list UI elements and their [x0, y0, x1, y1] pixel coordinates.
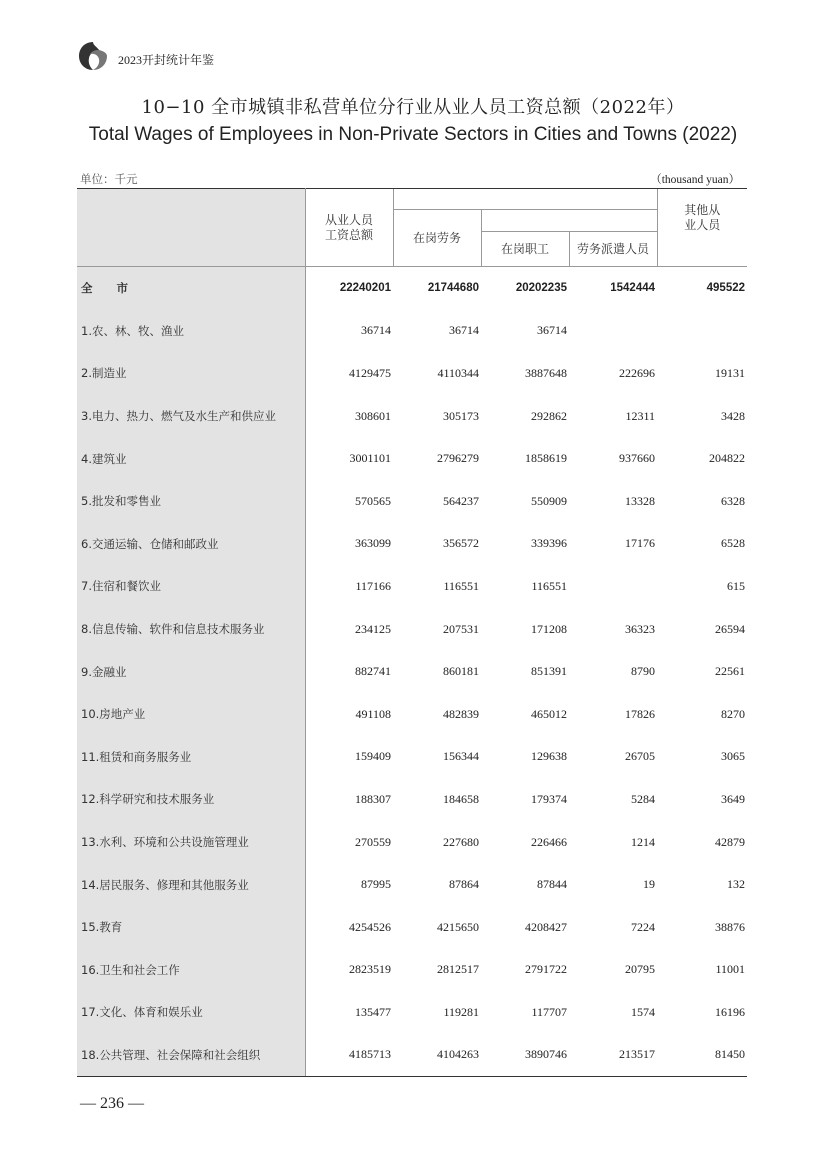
cell-staff: 116551: [531, 578, 567, 593]
cell-staff: 129638: [531, 749, 567, 764]
row-label: 9.金融业: [77, 650, 305, 693]
cell-other: 6328: [721, 493, 746, 508]
cell-on_post: 21744680: [427, 282, 479, 295]
cell-dispatched: 20795: [625, 962, 656, 977]
row-label: 全 市: [77, 267, 305, 310]
header-total-wages: 从业人员 工资总额: [305, 189, 393, 267]
cell-total: 234125: [355, 621, 391, 636]
table-row: [77, 480, 747, 523]
table-row: [77, 395, 747, 438]
table-row: [77, 437, 747, 480]
row-label: 5.批发和零售业: [77, 480, 305, 523]
cell-on_post: 4110344: [437, 365, 479, 380]
cell-total: 135477: [355, 1004, 391, 1019]
cell-other: 204822: [709, 451, 746, 466]
cell-other: 3428: [721, 408, 746, 423]
cell-dispatched: 12311: [625, 408, 656, 423]
cell-on_post: 860181: [443, 664, 479, 679]
cell-dispatched: 26705: [625, 749, 656, 764]
cell-staff: 179374: [531, 791, 567, 806]
cell-on_post: 184658: [443, 791, 479, 806]
table-row: [77, 310, 747, 353]
cell-staff: 36714: [537, 323, 567, 338]
cell-staff: 465012: [531, 706, 567, 721]
wage-table: [77, 188, 747, 1077]
row-label: 14.居民服务、修理和其他服务业: [77, 863, 305, 906]
cell-on_post: 356572: [443, 536, 479, 551]
unit-label-cn: 单位：千元: [80, 172, 138, 186]
cell-on_post: 156344: [443, 749, 479, 764]
cell-dispatched: 1574: [631, 1004, 656, 1019]
header-blank: [77, 189, 305, 267]
cell-total: 2823519: [349, 962, 391, 977]
cell-on_post: 2812517: [437, 962, 479, 977]
cell-other: 11001: [715, 962, 746, 977]
row-label: 4.建筑业: [77, 437, 305, 480]
cell-other: 19131: [715, 365, 746, 380]
cell-other: 38876: [715, 919, 746, 934]
cell-staff: 226466: [531, 834, 567, 849]
cell-total: 188307: [355, 791, 391, 806]
table-row: [77, 821, 747, 864]
cell-total: 270559: [355, 834, 391, 849]
page-number: — 236 —: [80, 1095, 144, 1112]
table-row: [77, 608, 747, 651]
cell-total: 36714: [361, 323, 391, 338]
row-label: 15.教育: [77, 906, 305, 949]
cell-on_post: 482839: [443, 706, 479, 721]
cell-staff: 339396: [531, 536, 567, 551]
cell-staff: 20202235: [515, 282, 567, 295]
row-label: 12.科学研究和技术服务业: [77, 778, 305, 821]
row-label: 10.房地产业: [77, 693, 305, 736]
cell-dispatched: 222696: [619, 365, 656, 380]
row-label: 1.农、林、牧、渔业: [77, 310, 305, 353]
row-label: 6.交通运输、仓储和邮政业: [77, 523, 305, 566]
cell-on_post: 4215650: [437, 919, 479, 934]
row-label: 16.卫生和社会工作: [77, 949, 305, 992]
cell-other: 132: [727, 877, 746, 892]
unit-label-en: （thousand yuan）: [650, 174, 740, 186]
cell-other: 3065: [721, 749, 746, 764]
header-dispatched: 劳务派遣人员: [569, 232, 657, 267]
row-label: 11.租赁和商务服务业: [77, 736, 305, 779]
row-label: 8.信息传输、软件和信息技术服务业: [77, 608, 305, 651]
cell-staff: 2791722: [525, 962, 567, 977]
cell-on_post: 564237: [443, 493, 479, 508]
table-row: [77, 906, 747, 949]
cell-dispatched: 36323: [625, 621, 656, 636]
cell-other: 8270: [721, 706, 746, 721]
table-row-total: [77, 267, 747, 310]
cell-staff: 851391: [531, 664, 567, 679]
cell-other: 16196: [715, 1004, 746, 1019]
cell-on_post: 2796279: [437, 451, 479, 466]
table-row: [77, 991, 747, 1034]
table-row: [77, 778, 747, 821]
cell-other: 42879: [715, 834, 746, 849]
table-row: [77, 650, 747, 693]
table-row: [77, 693, 747, 736]
cell-total: 491108: [355, 706, 391, 721]
page-header: [76, 38, 214, 74]
cell-other: 22561: [715, 664, 746, 679]
cell-total: 159409: [355, 749, 391, 764]
row-label: 3.电力、热力、燃气及水生产和供应业: [77, 395, 305, 438]
cell-dispatched: 5284: [631, 791, 656, 806]
cell-dispatched: 19: [643, 877, 656, 892]
table-row: [77, 523, 747, 566]
cell-other: [657, 310, 747, 353]
cell-staff: 3890746: [481, 1034, 569, 1077]
table-title-en: Total Wages of Employees in Non-Private Sectors in Cities and Towns (2022): [88, 124, 738, 145]
cell-dispatched: 7224: [631, 919, 656, 934]
table-header: [77, 189, 747, 267]
header-on-post-staff: 在岗职工: [481, 232, 569, 267]
cell-on_post: 4104263: [393, 1034, 481, 1077]
cell-total: 363099: [355, 536, 391, 551]
cell-on_post: 87864: [449, 877, 479, 892]
cell-on_post: 227680: [443, 834, 479, 849]
cell-total: 4254526: [349, 919, 391, 934]
table-title-cn: 10−10 全市城镇非私营单位分行业从业人员工资总额（2022年）: [141, 97, 685, 118]
table-body: [77, 267, 747, 1077]
cell-on_post: 119281: [443, 1004, 479, 1019]
book-title: 2023开封统计年鉴: [118, 52, 215, 67]
cell-total: 570565: [355, 493, 391, 508]
cell-staff: 3887648: [525, 365, 567, 380]
cell-dispatched: [569, 565, 657, 608]
row-label: 2.制造业: [77, 352, 305, 395]
cell-other: 615: [727, 578, 746, 593]
cell-staff: 117707: [531, 1004, 567, 1019]
cell-staff: 171208: [531, 621, 567, 636]
cell-dispatched: 13328: [625, 493, 656, 508]
header-sub-spacer: [481, 210, 657, 232]
cell-dispatched: [569, 310, 657, 353]
table-row: [77, 949, 747, 992]
cell-on_post: 207531: [443, 621, 479, 636]
cell-dispatched: 8790: [631, 664, 656, 679]
table-row: [77, 352, 747, 395]
row-label: 18.公共管理、社会保障和社会组织: [77, 1034, 305, 1077]
cell-dispatched: 213517: [569, 1034, 657, 1077]
cell-staff: 87844: [537, 877, 567, 892]
cell-on_post: 36714: [449, 323, 479, 338]
header-on-post: 在岗劳务: [393, 210, 481, 267]
cell-dispatched: 17826: [625, 706, 656, 721]
cell-dispatched: 937660: [619, 451, 656, 466]
cell-staff: 292862: [531, 408, 567, 423]
header-spacer: [393, 189, 657, 210]
yearbook-logo-icon: [76, 39, 110, 73]
row-label: 7.住宿和餐饮业: [77, 565, 305, 608]
cell-staff: 1858619: [525, 451, 567, 466]
cell-other: 495522: [706, 282, 746, 295]
cell-total: 22240201: [339, 282, 391, 295]
cell-other: 81450: [657, 1034, 747, 1077]
table-row: [77, 736, 747, 779]
cell-staff: 550909: [531, 493, 567, 508]
cell-total: 3001101: [349, 451, 391, 466]
cell-total: 4185713: [305, 1034, 393, 1077]
cell-on_post: 116551: [443, 578, 479, 593]
cell-total: 882741: [355, 664, 391, 679]
cell-other: 3649: [721, 791, 746, 806]
cell-total: 87995: [361, 877, 391, 892]
cell-dispatched: 17176: [625, 536, 656, 551]
table-row: [77, 1034, 747, 1077]
cell-total: 308601: [355, 408, 391, 423]
row-label: 13.水利、环境和公共设施管理业: [77, 821, 305, 864]
table-row: [77, 863, 747, 906]
cell-on_post: 305173: [443, 408, 479, 423]
cell-dispatched: 1214: [631, 834, 656, 849]
cell-staff: 4208427: [525, 919, 567, 934]
cell-dispatched: 1542444: [610, 282, 656, 295]
cell-total: 4129475: [349, 365, 391, 380]
row-label: 17.文化、体育和娱乐业: [77, 991, 305, 1034]
table-row: [77, 565, 747, 608]
cell-other: 6528: [721, 536, 746, 551]
cell-total: 117166: [355, 578, 391, 593]
header-other-staff: 其他从 业人员: [657, 189, 747, 267]
cell-other: 26594: [715, 621, 746, 636]
